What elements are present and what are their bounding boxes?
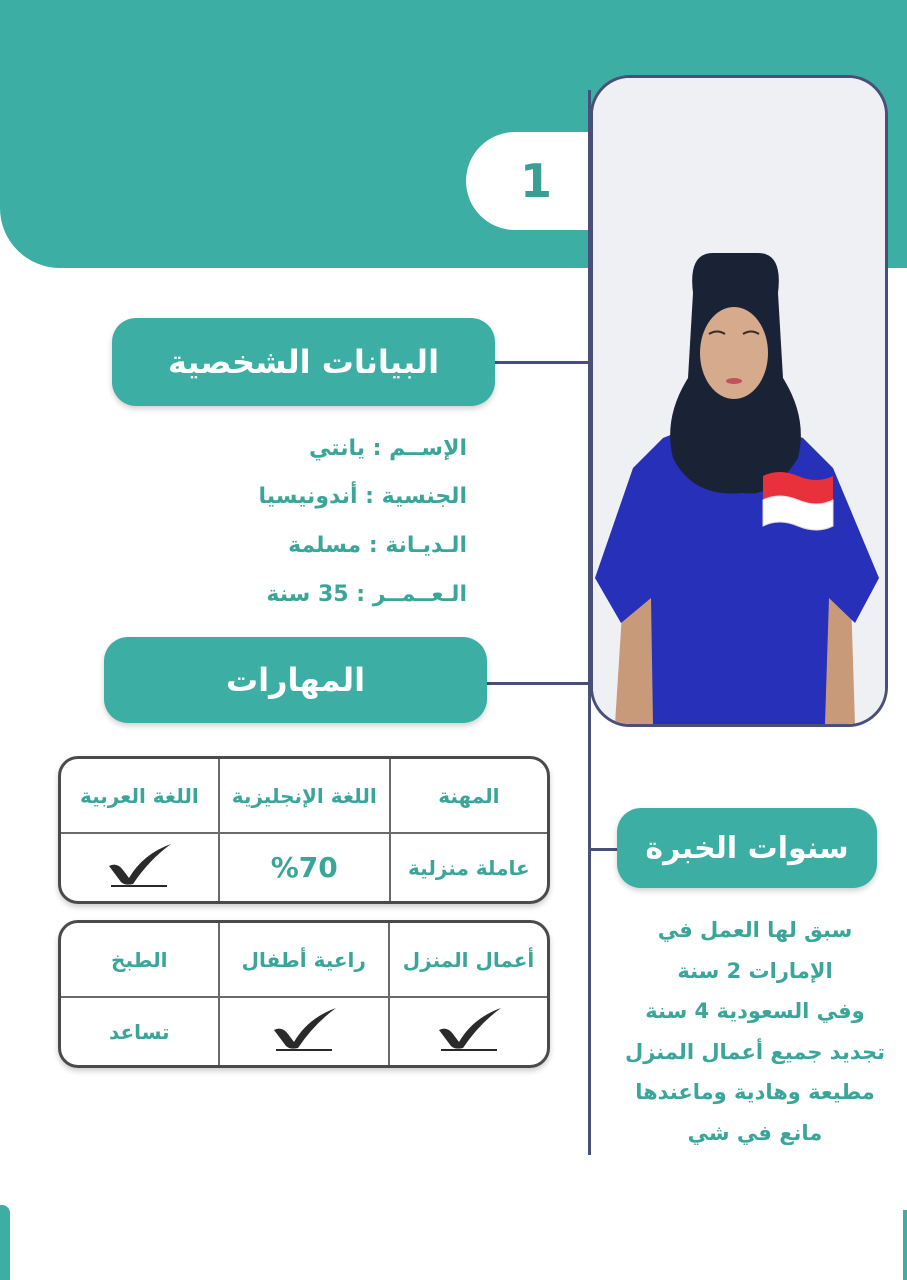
footer-decoration-left — [0, 1205, 10, 1280]
experience-description — [620, 910, 890, 1153]
experience-line: الإمارات 2 سنة — [677, 958, 833, 983]
experience-line: سبق لها العمل في — [657, 918, 853, 942]
info-religion: الـديـانة : مسلمة — [288, 533, 467, 558]
header-housework: أعمال المنزل — [389, 923, 547, 997]
value-arabic — [61, 833, 219, 901]
info-name: الإســم : يانتي — [308, 436, 467, 461]
check-icon — [103, 840, 175, 890]
experience-line: مطيعة وهادية وماعندها — [635, 1080, 875, 1104]
value-cooking: تساعد — [61, 997, 219, 1065]
experience-heading: سنوات الخبرة — [617, 808, 877, 888]
experience-line: وفي السعودية 4 سنة — [645, 999, 865, 1023]
value-childcare — [219, 997, 390, 1065]
card-number: 1 — [520, 154, 553, 208]
profile-photo — [590, 75, 888, 727]
info-nationality: الجنسية : أندونيسيا — [258, 484, 467, 509]
check-icon — [268, 1004, 340, 1054]
footer-decoration-right — [903, 1210, 907, 1280]
check-icon — [433, 1004, 505, 1054]
header-arabic: اللغة العربية — [61, 759, 219, 833]
value-profession: عاملة منزلية — [390, 833, 547, 901]
personal-data-heading: البيانات الشخصية — [112, 318, 495, 406]
connector-skills — [487, 682, 590, 685]
value-english: %70 — [219, 833, 390, 901]
header-childcare: راعية أطفال — [219, 923, 390, 997]
header-english: اللغة الإنجليزية — [219, 759, 390, 833]
person-illustration — [593, 78, 885, 724]
skills-table-languages — [58, 756, 550, 904]
header-profession: المهنة — [390, 759, 547, 833]
experience-line: تجديد جميع أعمال المنزل — [625, 1039, 885, 1064]
header-cooking: الطبخ — [61, 923, 219, 997]
connector-experience — [590, 848, 618, 851]
experience-line: مانع في شي — [687, 1120, 823, 1145]
skills-table-tasks — [58, 920, 550, 1068]
info-age: الـعــمــر : 35 سنة — [266, 582, 467, 607]
connector-personal — [495, 361, 590, 364]
value-housework — [389, 997, 547, 1065]
skills-heading: المهارات — [104, 637, 487, 723]
indonesia-flag-icon — [759, 466, 837, 536]
